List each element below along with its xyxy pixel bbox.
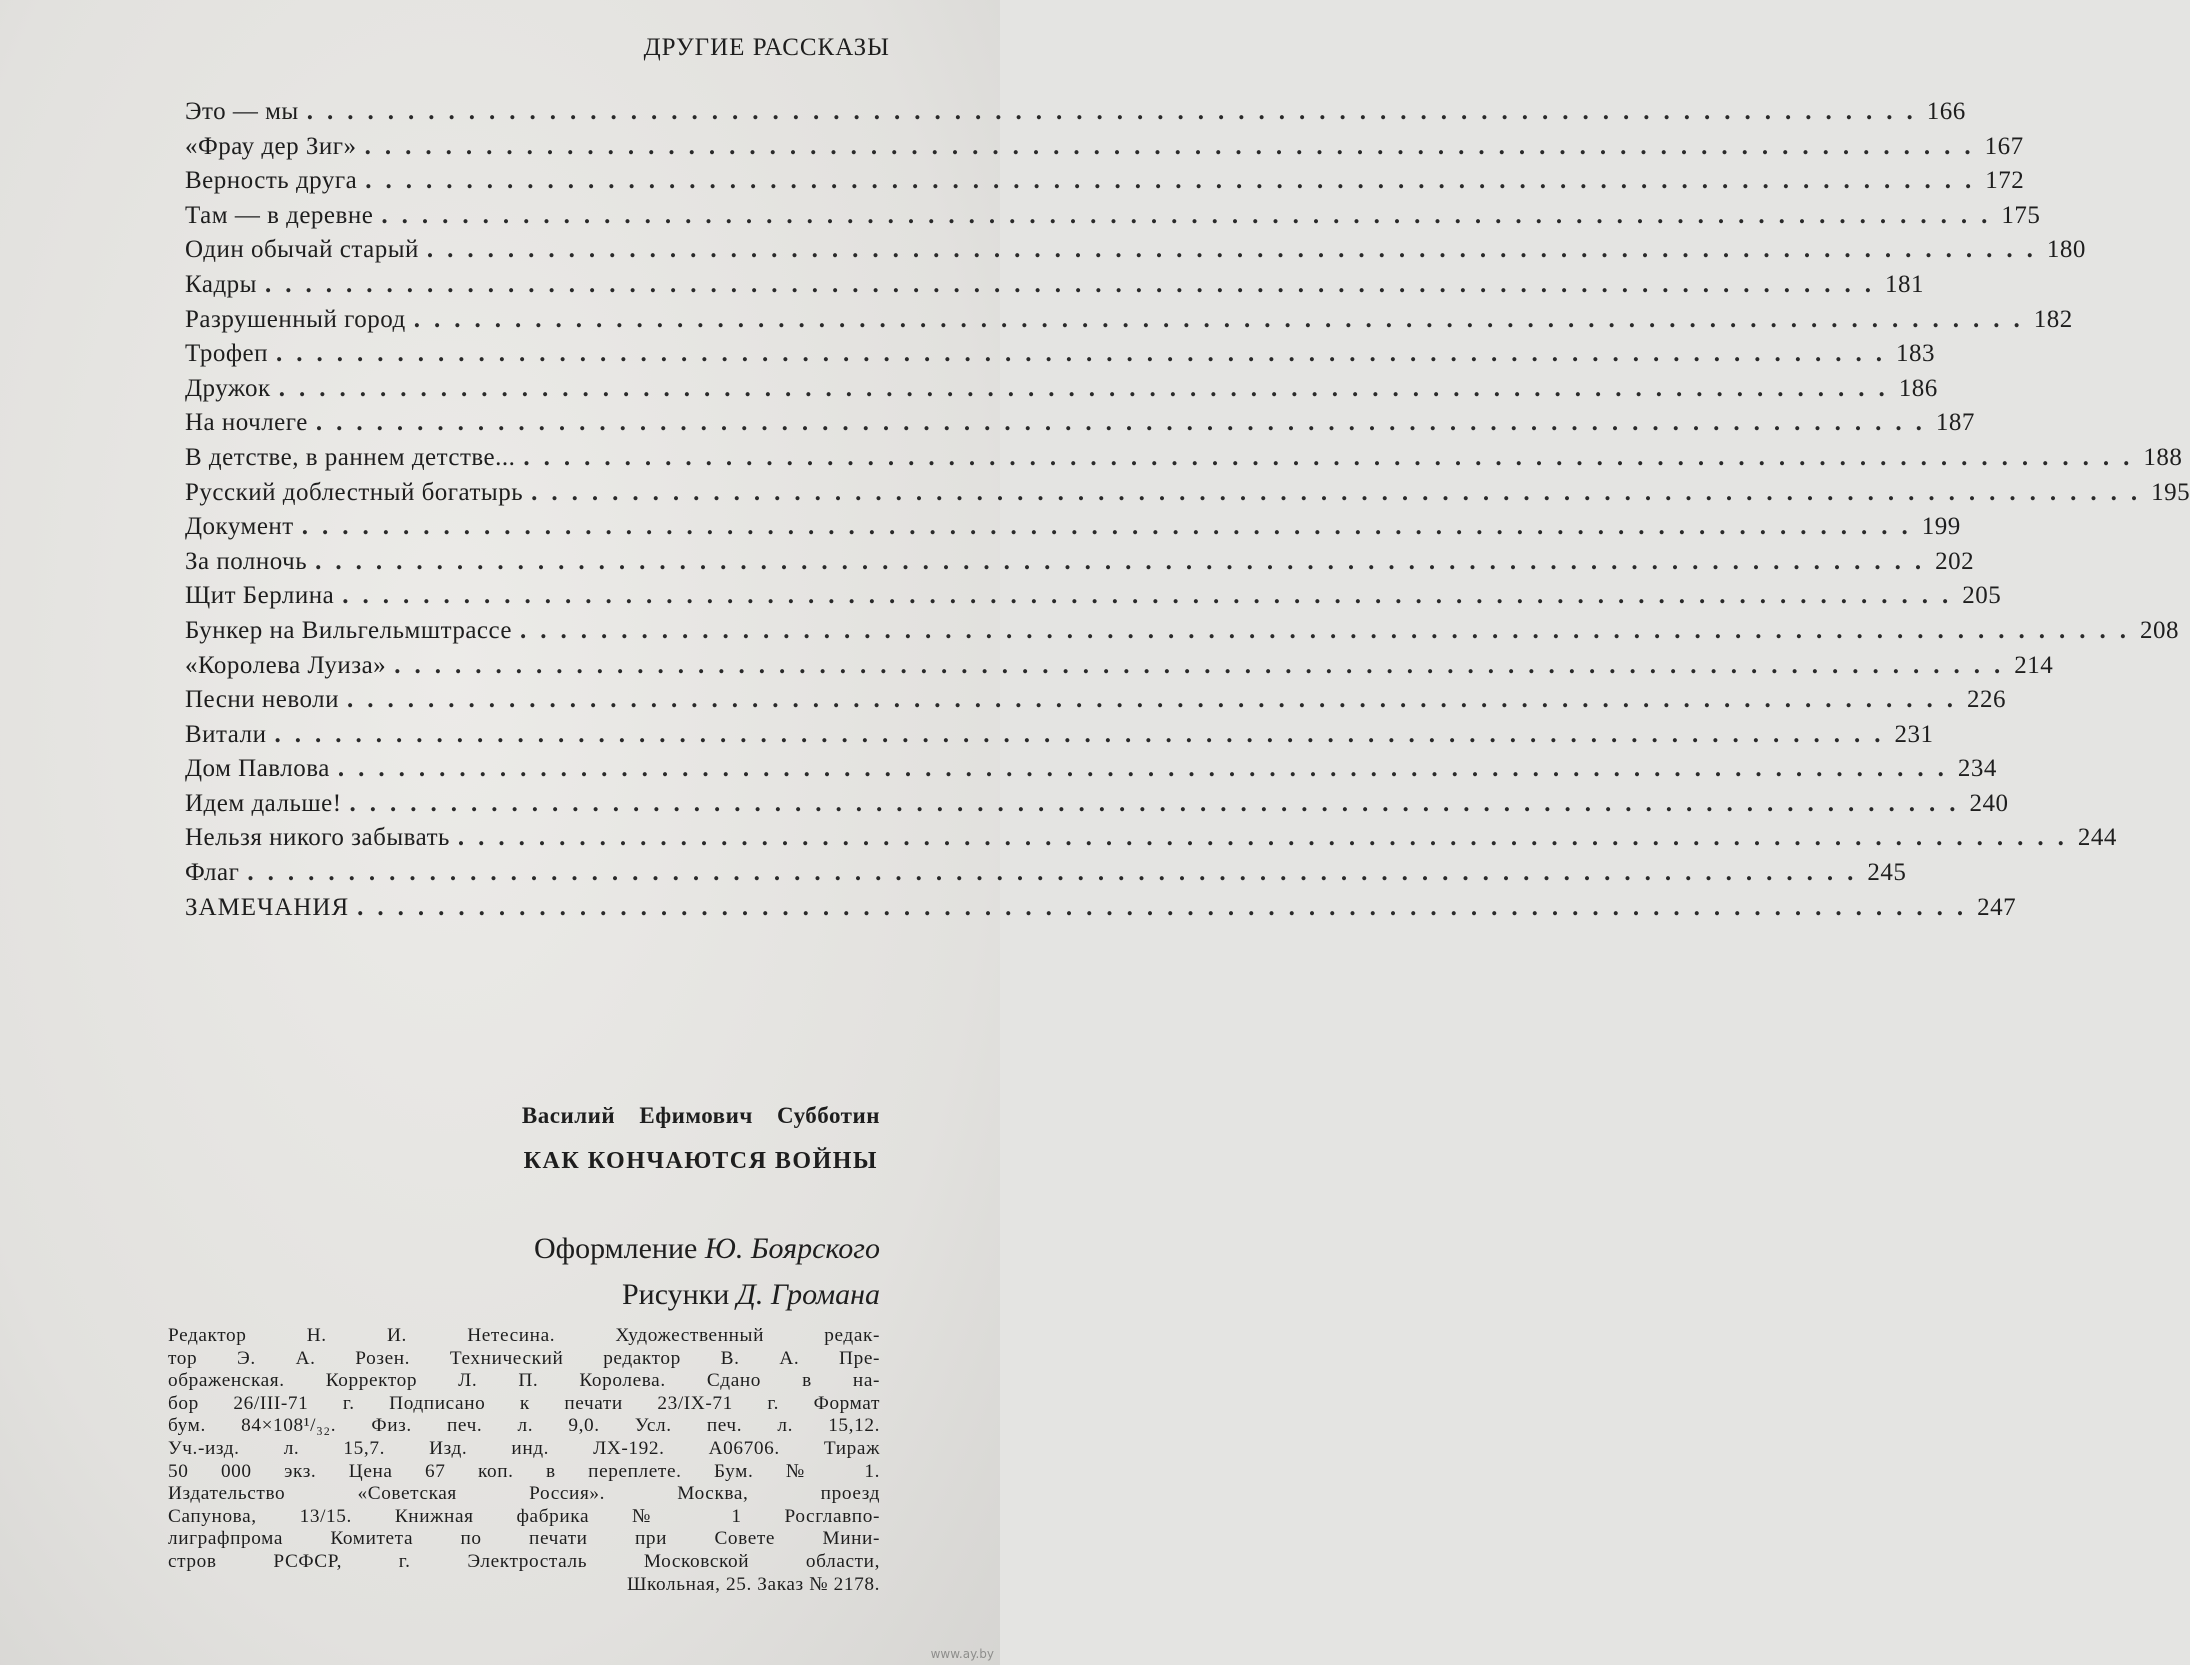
design-credit-label: Оформление [534, 1232, 698, 1265]
imprint-line: лиграфпрома Комитета по печати при Совете Мини- [168, 1528, 880, 1550]
toc-entry [185, 686, 2007, 721]
toc-entry [185, 98, 1966, 133]
toc-dot-leader: ................................................................................ [301, 513, 1922, 541]
toc-dot-leader: ................................................................................ [523, 443, 2144, 471]
toc-entry-page: 240 [1969, 789, 2009, 817]
toc-dot-leader: ................................................................................ [365, 167, 1986, 195]
toc-dot-leader: ................................................................................ [426, 236, 2047, 264]
toc-dot-leader: ................................................................................ [364, 132, 1985, 160]
toc-entry-title: Песни неволи [185, 686, 340, 714]
toc-dot-leader: ................................................................................ [264, 270, 1885, 298]
toc-entry-page: 182 [2033, 305, 2073, 333]
toc-entry-page: 181 [1884, 270, 1924, 298]
toc-entry-page: 208 [2140, 616, 2180, 644]
design-credit-name: Ю. Боярского [704, 1232, 880, 1265]
toc-entry [185, 270, 1924, 306]
toc-entry-title: ЗАМЕЧАНИЯ [185, 893, 350, 921]
drawings-credit [622, 1278, 880, 1312]
imprint-line: 50 000 экз. Цена 67 коп. в переплете. Бум. № 1. [168, 1460, 880, 1482]
toc-dot-leader: ................................................................................ [274, 720, 1895, 748]
toc-entry [185, 859, 1907, 894]
toc-dot-leader: ................................................................................ [315, 547, 1936, 575]
toc-entry-page: 247 [1977, 893, 2017, 921]
toc-entry-title: Разрушенный город [185, 305, 406, 333]
toc-entry-page: 231 [1894, 720, 1934, 748]
toc-entry-title: Это — мы [185, 98, 299, 125]
table-of-contents [185, 98, 2190, 928]
toc-entry-page: 186 [1898, 374, 1938, 402]
toc-entry [185, 582, 2002, 617]
toc-entry-page: 187 [1935, 409, 1975, 437]
toc-entry [185, 616, 2180, 652]
toc-entry-page: 167 [1984, 132, 2024, 160]
toc-entry-title: Идем дальше! [185, 789, 342, 817]
toc-dot-leader: ................................................................................ [520, 616, 2141, 644]
toc-entry [185, 201, 2041, 237]
toc-entry-page: 195 [2151, 478, 2190, 506]
toc-dot-leader: ................................................................................ [337, 755, 1958, 783]
toc-entry-title: Щит Берлина [185, 582, 335, 610]
toc-dot-leader: ................................................................................ [457, 824, 2078, 852]
toc-entry-page: 234 [1957, 755, 1997, 783]
imprint-line: бор 26/III-71 г. Подписано к печати 23/IX-71 г. Формат [168, 1392, 880, 1414]
toc-entry-title: Флаг [185, 859, 240, 887]
toc-dot-leader: ................................................................................ [531, 478, 2152, 506]
toc-dot-leader: ................................................................................ [347, 686, 1968, 714]
toc-dot-leader: ................................................................................ [276, 340, 1896, 368]
imprint-line: тор Э. А. Розен. Технический редактор В. А. Пре- [168, 1347, 880, 1369]
toc-entry-page: 205 [1962, 582, 2002, 610]
toc-entry [185, 513, 1961, 548]
author-name: Василий Ефимович Субботин [521, 1103, 880, 1128]
toc-entry-title: Трофеп [185, 340, 268, 368]
toc-entry [185, 305, 2073, 341]
publication-imprint [168, 1325, 880, 1596]
imprint-line: Редактор Н. И. Нетесина. Художественный редак- [168, 1325, 880, 1346]
toc-entry-title: За полночь [185, 547, 308, 575]
toc-entry-title: Нельзя никого забывать [185, 824, 450, 852]
toc-entry [185, 720, 1934, 756]
imprint-line: Школьная, 25. Заказ № 2178. [626, 1573, 880, 1595]
toc-entry-page: 175 [2001, 201, 2041, 229]
toc-entry-page: 183 [1896, 340, 1935, 368]
toc-entry-title: Верность друга [185, 167, 358, 195]
toc-entry-title: Русский доблестный богатырь [185, 478, 524, 506]
imprint-line: бум. 84×108¹/₃₂. Физ. печ. л. 9,0. Усл. печ. л. 15,12. [168, 1415, 880, 1437]
toc-entry-title: «Фрау дер Зиг» [185, 132, 357, 160]
toc-dot-leader: ................................................................................ [342, 582, 1963, 610]
drawings-credit-name: Д. Громана [736, 1278, 880, 1311]
toc-entry-page: 214 [2014, 651, 2054, 679]
toc-dot-leader: ................................................................................ [315, 409, 1936, 437]
toc-entry-page: 180 [2046, 236, 2086, 264]
toc-dot-leader: ................................................................................ [357, 893, 1978, 921]
toc-entry-title: На ночлеге [185, 409, 308, 437]
toc-entry-page: 244 [2077, 824, 2117, 852]
toc-entry-page: 202 [1935, 547, 1975, 575]
toc-entry-page: 166 [1926, 98, 1966, 125]
toc-entry-title: Кадры [185, 270, 257, 298]
book-title: КАК КОНЧАЮТСЯ ВОЙНЫ [523, 1148, 878, 1174]
toc-entry [185, 167, 2025, 202]
toc-entry [185, 236, 2086, 271]
toc-dot-leader: ................................................................................ [349, 789, 1970, 817]
toc-entry [185, 789, 2009, 825]
imprint-line: стров РСФСР, г. Электросталь Московской области, [168, 1550, 880, 1572]
toc-entry-page: 188 [2143, 443, 2183, 471]
toc-entry-title: Бункер на Вильгельмштрассе [185, 616, 513, 644]
toc-dot-leader: ................................................................................ [394, 651, 2015, 679]
toc-entry [185, 443, 2183, 479]
toc-entry [185, 893, 2017, 929]
toc-entry [185, 651, 2054, 687]
toc-dot-leader: ................................................................................ [381, 201, 2002, 229]
toc-entry-title: Дружок [185, 374, 271, 402]
toc-dot-leader: ................................................................................ [306, 98, 1927, 125]
imprint-line: ображенская. Корректор Л. П. Королева. Сдано в на- [168, 1370, 880, 1392]
toc-entry-page: 226 [1967, 686, 2007, 714]
toc-entry [185, 755, 1997, 790]
toc-entry [185, 547, 1975, 583]
toc-dot-leader: ................................................................................ [247, 859, 1868, 887]
section-title: ДРУГИЕ РАССКАЗЫ [643, 34, 890, 61]
imprint-line: Издательство «Советская Россия». Москва, проезд [168, 1483, 880, 1505]
toc-entry [185, 409, 1975, 444]
toc-entry-title: Витали [185, 720, 267, 748]
toc-entry [185, 132, 2024, 168]
toc-entry [185, 374, 1938, 410]
toc-entry [185, 478, 2190, 514]
toc-entry-page: 199 [1921, 513, 1961, 541]
toc-entry-title: «Королева Луиза» [185, 651, 387, 679]
toc-entry [185, 824, 2117, 859]
toc-entry-page: 172 [1985, 167, 2025, 195]
imprint-line: Уч.-изд. л. 15,7. Изд. инд. ЛХ-192. А06706. Тираж [168, 1437, 880, 1459]
toc-entry-title: Документ [185, 513, 294, 541]
toc-entry [185, 340, 1935, 375]
toc-dot-leader: ................................................................................ [278, 374, 1899, 402]
toc-dot-leader: ................................................................................ [413, 305, 2034, 333]
toc-entry-page: 245 [1867, 859, 1907, 887]
toc-entry-title: Один обычай старый [185, 236, 419, 264]
site-watermark: www.ay.by [930, 1647, 994, 1661]
toc-entry-title: Дом Павлова [185, 755, 330, 783]
toc-entry-title: В детстве, в раннем детстве... [185, 443, 516, 471]
drawings-credit-label: Рисунки [621, 1278, 730, 1311]
toc-entry-title: Там — в деревне [185, 201, 374, 229]
imprint-line: Сапунова, 13/15. Книжная фабрика № 1 Росглавпо- [168, 1505, 880, 1527]
design-credit [534, 1232, 880, 1266]
